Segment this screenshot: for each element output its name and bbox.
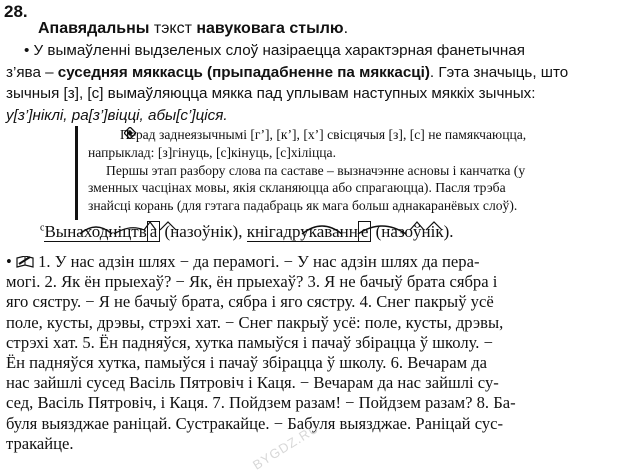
exercise-bullet: • [6, 252, 12, 271]
analysis-mark: с [40, 222, 45, 234]
diamond-icon [106, 126, 120, 144]
rule-box [75, 126, 608, 220]
heading-end: . [343, 20, 349, 37]
rule-line-2: напрыклад: [з]гiнуць, [с]кiнуць, [с]хiлiцца. [88, 144, 336, 160]
intro-line-4: у[з’]нiклi, ра[з’]вiццi, абы[с’]цiся. [6, 106, 228, 124]
heading-regular: тэкст [149, 20, 197, 37]
watermark: BYGDZ.RU [250, 420, 322, 473]
rule-line-1: Перад заднеязычнымі [г’], [к’], [х’] свісцячыя [з], [с] не памякчаюцца, [88, 126, 608, 144]
bullet-icon: • [24, 42, 30, 59]
heading-bold-2: навуковага стылю [196, 20, 344, 37]
word-2-note: (назоўнік). [371, 222, 454, 241]
intro-term: суседняя мяккасць (прыпадабненне па мяккасці) [57, 63, 430, 81]
word-2-stem: кнігадрукаванн [246, 222, 358, 241]
intro-line-2: з’ява – суседняя мяккасць (прыпадабненне па мяккасці). Гэта значыць, што [6, 63, 569, 81]
word-2-ending: е [358, 221, 372, 242]
heading-bold-1: Апавядальны [38, 20, 150, 37]
intro-line-3: зычныя [з], [с] вымаўляюцца мякка пад уплывам наступных мяккіх зычных: [6, 85, 536, 102]
rule-line-5: знайсці корань (для гэтага падабраць як мага больш аднакаранёвых слоў). [88, 198, 518, 214]
exercise-line-10: тракайце. [6, 433, 74, 453]
word-1-ending: а [147, 221, 161, 242]
intro-paragraph [6, 40, 612, 126]
exercise-line-2: могі. 2. Як ён прыехаў? − Як, ён прыехаў? 3. Я не бачыў брата сябра і [6, 272, 498, 292]
rule-line-4: зменных часцінах мовы, якія скланяюцца або спрагаюцца). Пасля трэба [88, 180, 506, 196]
intro-line-1: • У вымаўленні выдзеленых слоў назіраецца характэрная фанетычная [24, 42, 525, 59]
exercise-line-9: буля выязджае раніцай. Сустракайце. − Бабуля выязджае. Раніцай сус- [6, 413, 504, 433]
exercise-line-8: сед, Васіль Пятровіч, і Каця. 7. Пойдзем разам! − Пойдзем разам? 8. Ба- [6, 393, 516, 413]
exercise-line-1: • 1. У нас адзін шлях − да перамогі. − У нас адзін шлях да пера- [6, 252, 480, 271]
exercise-line-6: Ён падняўся хутка, памыўся і пачаў збірацца ў школу. 6. Вечарам да [6, 353, 488, 373]
exercise-line-5: стрэхі хат. 5. Ён падняўся, хутка памыўся і пачаў збірацца ў школу. − [6, 332, 493, 352]
exercise-line-7: нас зайшлі сусед Васіль Пятровіч і Каця. − Вечарам да нас зайшлі су- [6, 373, 499, 393]
exercise-line-3: яго сястру. − Я не бачыў брата, сябра і яго сястру. 4. Снег пакрыў усё [6, 292, 494, 312]
word-analysis [40, 222, 454, 242]
exercise-number: 28. [4, 2, 28, 21]
exercise-heading [38, 20, 348, 38]
word-1-stem: Вынаходніцтв [44, 222, 147, 241]
pencil-book-icon [16, 253, 34, 265]
rule-line-3: Першы этап разбору слова па саставе – вызначэнне асновы і канчатка (у [106, 162, 526, 178]
word-1-note: (назоўнік), [160, 222, 247, 241]
exercise-line-4: поле, кусты, дрэвы, стрэхі хат. − Снег пакрыў усё: поле, кусты, дрэвы, [6, 312, 504, 332]
